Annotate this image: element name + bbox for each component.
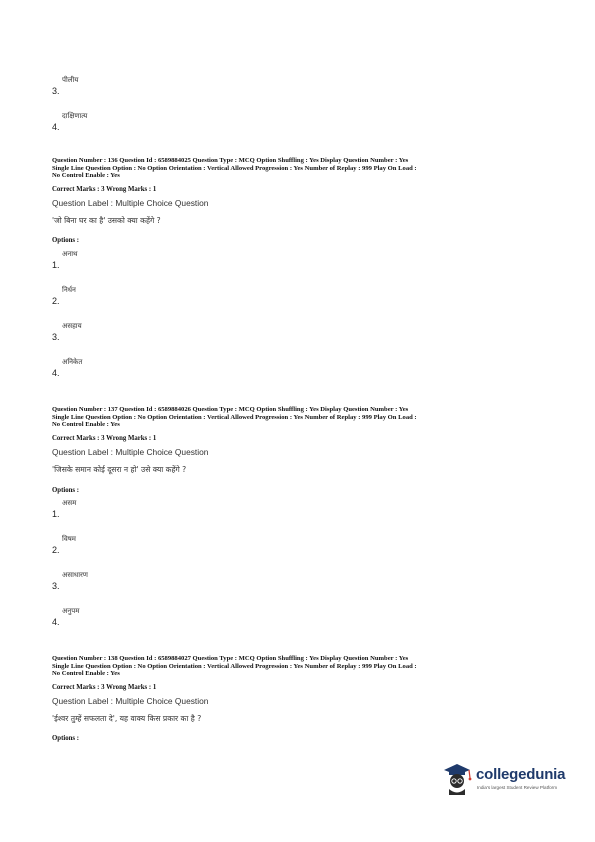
collegedunia-logo	[440, 762, 580, 800]
option-number: 2.	[52, 545, 60, 555]
option-text: असम	[62, 499, 77, 507]
question-meta-line: Single Line Question Option : No Option Orientation : Vertical Allowed Progression : Yes Number of Replay : 999 Play On Load :	[52, 662, 417, 670]
question-marks: Correct Marks : 3 Wrong Marks : 1	[52, 684, 157, 691]
option-text: अनुपम	[62, 607, 80, 615]
question-label: Question Label : Multiple Choice Question	[52, 696, 209, 706]
option-number: 1.	[52, 509, 60, 519]
option-number: 4.	[52, 122, 60, 132]
option-number: 2.	[52, 296, 60, 306]
option-text: अनिकेत	[62, 358, 83, 366]
question-meta	[52, 157, 552, 180]
question-label: Question Label : Multiple Choice Question	[52, 198, 209, 208]
question-meta-line: Question Number : 137 Question Id : 6589884026 Question Type : MCQ Option Shuffling : Yes Display Question Number : Yes	[52, 406, 409, 413]
option-text: असाधारण	[62, 571, 88, 579]
option-text: अनाथ	[62, 250, 78, 258]
question-meta-line: Single Line Question Option : No Option Orientation : Vertical Allowed Progression : Yes Number of Replay : 999 Play On Load :	[52, 164, 417, 172]
options-heading: Options :	[52, 735, 80, 742]
question-meta	[52, 406, 552, 429]
option-text: निर्धन	[62, 286, 76, 294]
option-number: 4.	[52, 617, 60, 627]
brand-name: collegedunia	[476, 766, 566, 783]
option-text: पीलीय	[62, 76, 79, 84]
question-marks: Correct Marks : 3 Wrong Marks : 1	[52, 435, 157, 442]
options-heading: Options :	[52, 237, 80, 244]
mascot-icon	[440, 762, 474, 798]
option-text: विषम	[62, 535, 76, 543]
option-number: 1.	[52, 260, 60, 270]
question-text: 'ईश्वर तुम्हें सफलता दे', यह वाक्य किस प्रकार का है ?	[52, 714, 202, 723]
question-meta-line: Single Line Question Option : No Option Orientation : Vertical Allowed Progression : Yes Number of Replay : 999 Play On Load :	[52, 413, 417, 421]
option-number: 3.	[52, 86, 60, 96]
option-text: असहाय	[62, 322, 82, 330]
question-marks: Correct Marks : 3 Wrong Marks : 1	[52, 186, 157, 193]
options-heading: Options :	[52, 487, 80, 494]
question-meta-line: No Control Enable : Yes	[52, 670, 120, 678]
option-number: 3.	[52, 332, 60, 342]
question-meta-line: Question Number : 138 Question Id : 6589884027 Question Type : MCQ Option Shuffling : Yes Display Question Number : Yes	[52, 655, 409, 662]
question-meta-line: No Control Enable : Yes	[52, 172, 120, 180]
option-number: 3.	[52, 581, 60, 591]
question-text: 'जिसके समान कोई दूसरा न हो' उसे क्या कहेंगे ?	[52, 465, 187, 474]
question-meta	[52, 655, 552, 678]
brand-tagline: India's largest Student Review Platform	[477, 785, 558, 790]
question-meta-line: Question Number : 136 Question Id : 6589884025 Question Type : MCQ Option Shuffling : Yes Display Question Number : Yes	[52, 157, 409, 164]
question-meta-line: No Control Enable : Yes	[52, 421, 120, 429]
question-text: 'जो बिना घर का है' उसको क्या कहेंगे ?	[52, 216, 161, 225]
question-label: Question Label : Multiple Choice Question	[52, 447, 209, 457]
option-text: दाक्षिणात्य	[62, 112, 88, 120]
option-number: 4.	[52, 368, 60, 378]
